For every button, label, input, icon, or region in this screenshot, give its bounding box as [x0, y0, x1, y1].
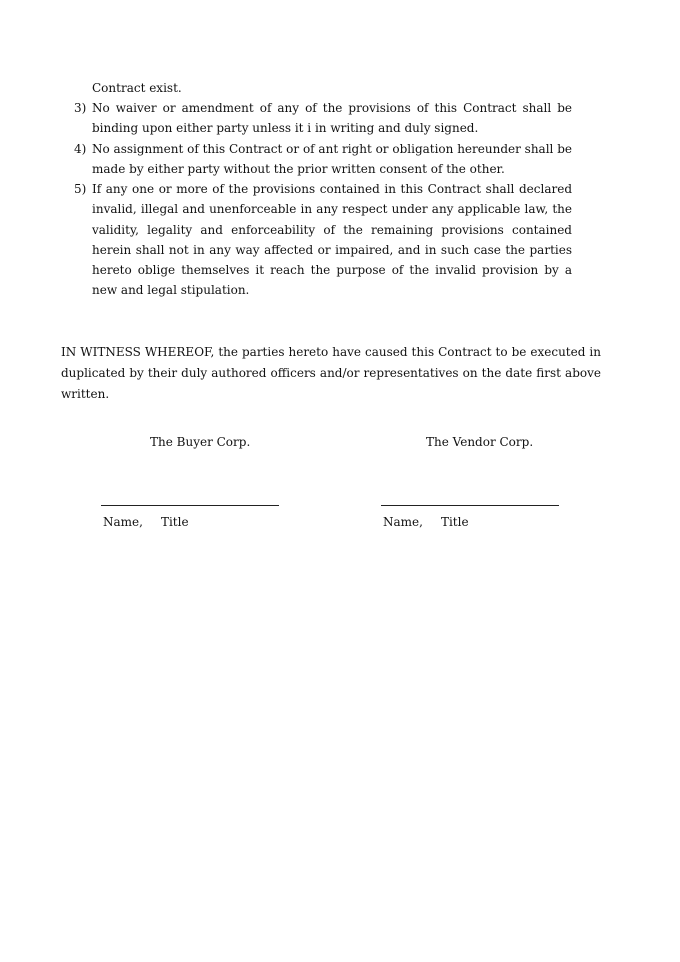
witness-paragraph: IN WITNESS WHEREOF, the parties hereto have caused this Contract to be executed in duplicated by their duly authored officers and/or representatives on the date first above written.: [61, 345, 601, 401]
vendor-signature-line: [381, 505, 559, 506]
clause-text: No waiver or amendment of any of the provisions of this Contract shall be binding upon either party unless it i in writing and duly signed.: [92, 101, 572, 136]
clause-text: No assignment of this Contract or of ant right or obligation hereunder shall be made by either party without the prior written consent of the other.: [92, 142, 572, 177]
buyer-signature-labels: [103, 512, 189, 532]
clause-number: 3): [74, 101, 87, 115]
name-label: Name,: [383, 515, 423, 529]
buyer-signature-line: [101, 505, 279, 506]
buyer-party-name: The Buyer Corp.: [150, 435, 251, 449]
continuation-text: Contract exist.: [92, 81, 182, 95]
clause-text: If any one or more of the provisions contained in this Contract shall declared invalid, illegal and unenforceable in any respect under any applicable law, the validity, legality and enforceability of the remaining provisions contained herein shall not in any way affected or impaired, and in such case the parties hereto oblige themselves it reach the purpose of the invalid provision by a new and legal stipulation.: [92, 182, 572, 298]
clause-number: 4): [74, 142, 87, 156]
title-label: Title: [440, 515, 469, 529]
vendor-party-name: The Vendor Corp.: [426, 435, 534, 449]
name-label: Name,: [103, 515, 143, 529]
clause-number: 5): [74, 182, 87, 196]
title-label: Title: [160, 515, 189, 529]
vendor-signature-labels: [383, 512, 469, 532]
